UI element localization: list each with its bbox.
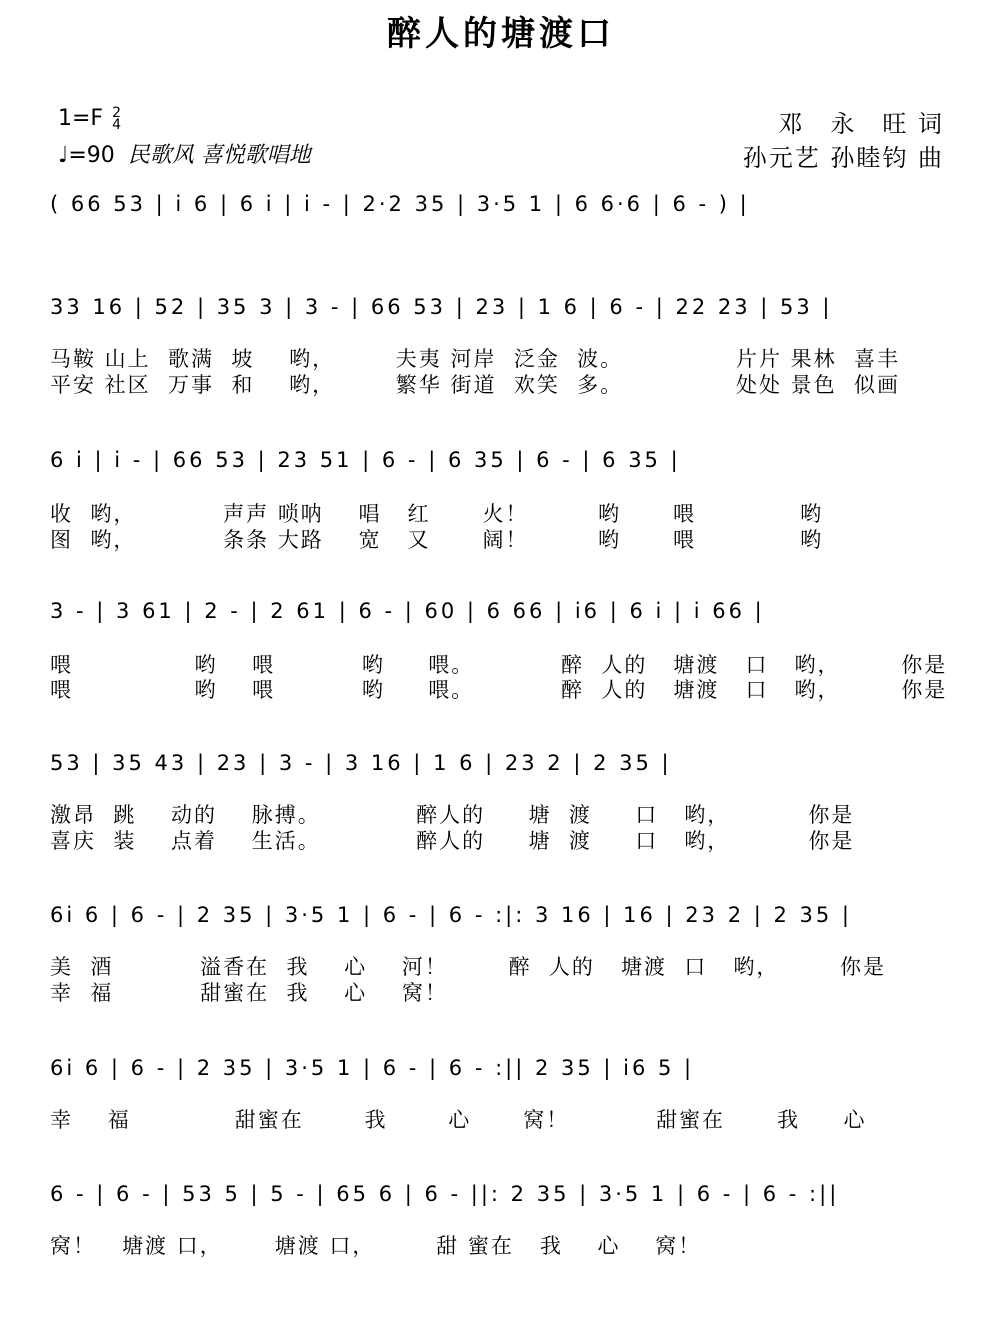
lyricist-credit: 邓 永 旺 词 bbox=[778, 110, 944, 138]
notation: 6 - | 6 - | 53 5 | 5 - | 65 6 | 6 - ||: 2 35 | 3·5 1 | 6 - | 6 - :|| bbox=[50, 1182, 840, 1206]
time-bottom: 4 bbox=[112, 117, 122, 133]
lyric-verse-1: 收 哟， 声声 唢呐 唱 红 火！ 哟 喂 哟 bbox=[50, 502, 824, 526]
composer-credit: 孙元艺 孙睦钧 曲 bbox=[742, 144, 944, 172]
notation: 33 16 | 52 | 35 3 | 3 - | 66 53 | 23 | 1 6 | 6 - | 22 23 | 53 | bbox=[50, 295, 833, 319]
lyric-verse-2: 图 哟， 条条 大路 宽 又 阔！ 哟 喂 哟 bbox=[50, 528, 824, 552]
lyric-verse-1: 窝！ 塘渡 口， 塘渡 口， 甜 蜜在 我 心 窝！ bbox=[50, 1234, 702, 1258]
lyric-verse-1: 美 酒 溢香在 我 心 河！ 醉 人的 塘渡 口 哟， 你是 bbox=[50, 955, 887, 979]
time-signature bbox=[112, 107, 121, 131]
notation: ( 66 53 | i 6 | 6 i | i - | 2·2 35 | 3·5 1 | 6 6·6 | 6 - ) | bbox=[50, 192, 750, 216]
lyric-verse-1: 喂 哟 喂 哟 喂。 醉 人的 塘渡 口 哟， 你是 bbox=[50, 653, 948, 677]
notation: 6 i | i - | 66 53 | 23 51 | 6 - | 6 35 | 6 - | 6 35 | bbox=[50, 448, 681, 472]
key-label: 1=F bbox=[58, 106, 104, 131]
lyric-verse-2: 喂 哟 喂 哟 喂。 醉 人的 塘渡 口 哟， 你是 bbox=[50, 678, 948, 702]
tempo-mark: ♩=90 bbox=[58, 143, 115, 168]
lyric-verse-2: 平安 社区 万事 和 哟， 繁华 街道 欢笑 多。 处处 景色 似画 bbox=[50, 373, 900, 397]
lyric-verse-2: 喜庆 装 点着 生活。 醉人的 塘 渡 口 哟， 你是 bbox=[50, 829, 855, 853]
notation: 53 | 35 43 | 23 | 3 - | 3 16 | 1 6 | 23 2 | 2 35 | bbox=[50, 751, 672, 775]
lyric-verse-1: 马鞍 山上 歌满 坡 哟， 夫夷 河岸 泛金 波。 片片 果林 喜丰 bbox=[50, 347, 900, 371]
key-signature bbox=[58, 106, 121, 131]
song-title: 醉人的塘渡口 bbox=[387, 14, 615, 54]
lyric-verse-2: 幸 福 甜蜜在 我 心 窝！ bbox=[50, 981, 448, 1005]
style-mark: 民歌风 喜悦歌唱地 bbox=[127, 143, 311, 168]
notation: 6i 6 | 6 - | 2 35 | 3·5 1 | 6 - | 6 - :|: 3 16 | 16 | 23 2 | 2 35 | bbox=[50, 903, 852, 927]
lyric-verse-1: 幸 福 甜蜜在 我 心 窝！ 甜蜜在 我 心 bbox=[50, 1108, 867, 1132]
tempo-line bbox=[58, 138, 311, 169]
notation: 3 - | 3 61 | 2 - | 2 61 | 6 - | 60 | 6 66 | i6 | 6 i | i 66 | bbox=[50, 599, 765, 623]
lyric-verse-1: 激昂 跳 动的 脉搏。 醉人的 塘 渡 口 哟， 你是 bbox=[50, 803, 855, 827]
time-top: 2 bbox=[112, 105, 122, 121]
notation: 6i 6 | 6 - | 2 35 | 3·5 1 | 6 - | 6 - :|| 2 35 | i6 5 | bbox=[50, 1056, 695, 1080]
